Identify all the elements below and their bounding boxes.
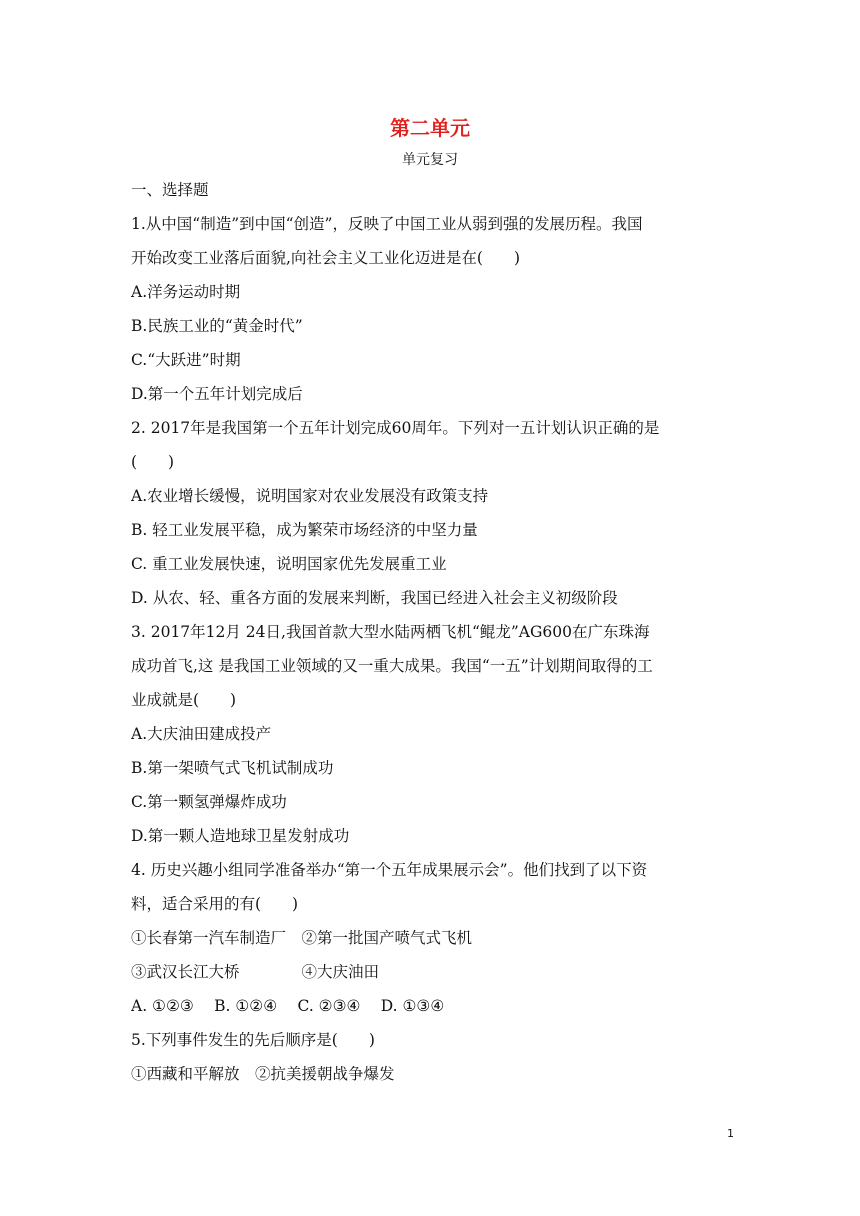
- question-1-option-b: B.民族工业的“黄金时代”: [131, 317, 303, 335]
- question-2-option-d: D. 从农、轻、重各方面的发展来判断，我国已经进入社会主义初级阶段: [131, 589, 618, 607]
- question-3-option-a: A.大庆油田建成投产: [131, 725, 272, 743]
- question-4-stem-line-1: 4. 历史兴趣小组同学准备举办“第一个五年成果展示会”。他们找到了以下资: [131, 861, 648, 879]
- question-4-materials-3-4: ③武汉长江大桥 ④大庆油田: [131, 963, 380, 981]
- question-5-events-1-2: ①西藏和平解放 ②抗美援朝战争爆发: [131, 1065, 395, 1083]
- question-content: [131, 177, 741, 1095]
- question-3-stem-line-1: 3. 2017年12月 24日,我国首款大型水陆两栖飞机“鲲龙”AG600在广东珠海: [131, 623, 650, 641]
- page-title: 第二单元: [390, 116, 470, 140]
- question-2-option-b: B. 轻工业发展平稳，成为繁荣市场经济的中坚力量: [131, 521, 478, 539]
- section-heading: 一、选择题: [131, 181, 209, 199]
- question-1-option-d: D.第一个五年计划完成后: [131, 385, 303, 403]
- question-3-stem-line-2: 成功首飞,这 是我国工业领域的又一重大成果。我国“一五”计划期间取得的工: [131, 657, 653, 675]
- question-1-stem-line-1: 1.从中国“制造”到中国“创造”，反映了中国工业从弱到强的发展历程。我国: [131, 215, 643, 233]
- question-2-stem-line-2: ( ): [131, 453, 175, 471]
- question-2-stem-line-1: 2. 2017年是我国第一个五年计划完成60周年。下列对一五计划认识正确的是: [131, 419, 660, 437]
- question-1-stem-line-2: 开始改变工业落后面貌,向社会主义工业化迈进是在( ): [131, 249, 521, 267]
- question-3-option-d: D.第一颗人造地球卫星发射成功: [131, 827, 350, 845]
- question-1-option-a: A.洋务运动时期: [131, 283, 241, 301]
- question-5-stem: 5.下列事件发生的先后顺序是( ): [131, 1031, 375, 1049]
- page-number: 1: [727, 1127, 734, 1140]
- page-subtitle: 单元复习: [402, 152, 458, 168]
- question-2-option-a: A.农业增长缓慢，说明国家对农业发展没有政策支持: [131, 487, 489, 505]
- question-4-options: A. ①②③ B. ①②④ C. ②③④ D. ①③④: [131, 997, 445, 1015]
- question-3-option-b: B.第一架喷气式飞机试制成功: [131, 759, 334, 777]
- question-1-option-c: C.“大跃进”时期: [131, 351, 241, 369]
- question-3-option-c: C.第一颗氢弹爆炸成功: [131, 793, 287, 811]
- question-2-option-c: C. 重工业发展快速，说明国家优先发展重工业: [131, 555, 447, 573]
- question-4-stem-line-2: 料，适合采用的有( ): [131, 895, 299, 913]
- question-3-stem-line-3: 业成就是( ): [131, 691, 237, 709]
- question-4-materials-1-2: ①长春第一汽车制造厂 ②第一批国产喷气式飞机: [131, 929, 473, 947]
